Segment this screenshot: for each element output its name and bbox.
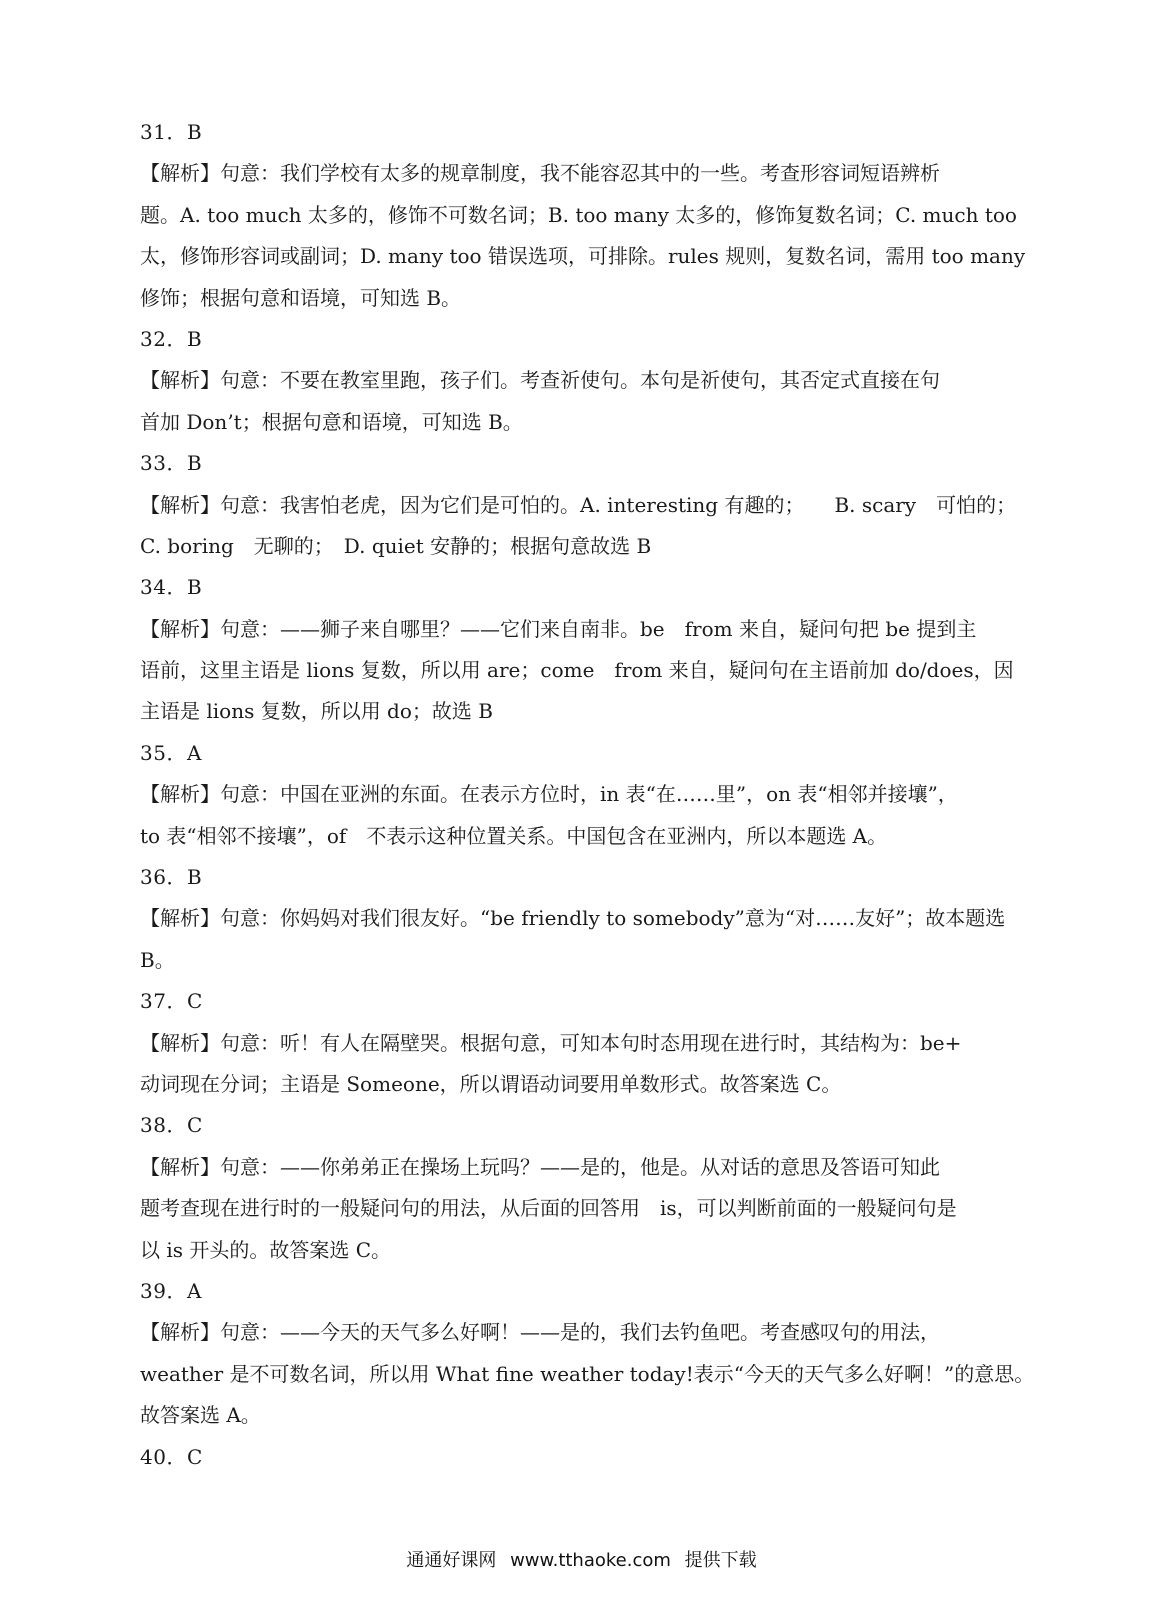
answer-item-37 — [140, 981, 1020, 1105]
explanation-line: to 表“相邻不接壤”，of 不表示这种位置关系。中国包含在亚洲内，所以本题选 A。 — [140, 823, 888, 848]
explanation-line: 【解析】句意：——狮子来自哪里？——它们来自南非。be from 来自，疑问句把 be 提到主 — [140, 616, 977, 641]
question-number: 38．C — [140, 1113, 203, 1138]
explanation-line: 语前，这里主语是 lions 复数，所以用 are；come from 来自，疑问句在主语前加 do/does，因 — [140, 658, 1014, 683]
answer-item-39 — [140, 1271, 1035, 1437]
question-number: 34．B — [140, 575, 203, 600]
explanation-line: C. boring 无聊的； D. quiet 安静的；根据句意故选 B — [140, 533, 652, 558]
explanation-line: 太，修饰形容词或副词；D. many too 错误选项，可排除。rules 规则，复数名词，需用 too many — [140, 244, 1026, 269]
question-number: 36．B — [140, 865, 203, 890]
explanation-line: 题考查现在进行时的一般疑问句的用法，从后面的回答用 is，可以判断前面的一般疑问句是 — [140, 1196, 957, 1221]
explanation-line: 【解析】句意：——你弟弟正在操场上玩吗？——是的，他是。从对话的意思及答语可知此 — [140, 1154, 940, 1179]
explanation-line: 以 is 开头的。故答案选 C。 — [140, 1237, 392, 1262]
page-footer — [0, 1546, 1163, 1572]
question-number: 39．A — [140, 1278, 202, 1303]
explanation-line: 故答案选 A。 — [140, 1403, 261, 1428]
question-number: 33．B — [140, 451, 203, 476]
footer-site-name: 通通好课网 — [406, 1550, 497, 1571]
explanation-line: 动词现在分词；主语是 Someone，所以谓语动词要用单数形式。故答案选 C。 — [140, 1071, 842, 1096]
answer-item-36 — [140, 857, 1020, 981]
footer-url: www.tthaoke.com — [510, 1550, 671, 1571]
answer-item-33 — [140, 443, 1020, 567]
question-number: 35．A — [140, 740, 202, 765]
explanation-line: 【解析】句意：你妈妈对我们很友好。“be friendly to somebody”意为“对……友好”；故本题选 — [140, 906, 1006, 931]
answer-item-35 — [140, 733, 1020, 857]
answer-item-31 — [140, 112, 1026, 319]
question-number: 31．B — [140, 120, 203, 144]
question-number: 37．C — [140, 989, 203, 1014]
answer-item-34 — [140, 567, 1020, 733]
explanation-line: 【解析】句意：我们学校有太多的规章制度，我不能容忍其中的一些。考查形容词短语辨析 — [140, 161, 940, 186]
explanation-line: 题。A. too much 太多的，修饰不可数名词；B. too many 太多的，修饰复数名词；C. much too — [140, 202, 1017, 227]
question-number: 32．B — [140, 326, 203, 351]
explanation-line: 【解析】句意：不要在教室里跑，孩子们。考查祈使句。本句是祈使句，其否定式直接在句 — [140, 368, 940, 393]
explanation-line: 【解析】句意：中国在亚洲的东面。在表示方位时，in 表“在……里”，on 表“相邻并接壤”， — [140, 782, 958, 807]
explanation-line: weather 是不可数名词，所以用 What fine weather today!表示“今天的天气多么好啊！”的意思。 — [140, 1361, 1035, 1386]
answer-explanations — [140, 112, 1035, 1478]
explanation-line: 【解析】句意：——今天的天气多么好啊！——是的，我们去钓鱼吧。考查感叹句的用法， — [140, 1320, 940, 1345]
explanation-line: 修饰；根据句意和语境，可知选 B。 — [140, 285, 462, 310]
answer-item-38 — [140, 1105, 1020, 1271]
explanation-line: 主语是 lions 复数，所以用 do；故选 B — [140, 699, 493, 724]
answer-item-32 — [140, 319, 1020, 443]
question-number: 40．C — [140, 1444, 203, 1469]
explanation-line: 【解析】句意：听！有人在隔壁哭。根据句意，可知本句时态用现在进行时，其结构为：be+ — [140, 1030, 962, 1055]
footer-note: 提供下载 — [684, 1550, 757, 1571]
explanation-line: 【解析】句意：我害怕老虎，因为它们是可怕的。A. interesting 有趣的； B. scary 可怕的； — [140, 492, 1017, 517]
answer-item-40 — [140, 1437, 1020, 1478]
explanation-line: B。 — [140, 947, 175, 972]
explanation-line: 首加 Don’t；根据句意和语境，可知选 B。 — [140, 409, 523, 434]
